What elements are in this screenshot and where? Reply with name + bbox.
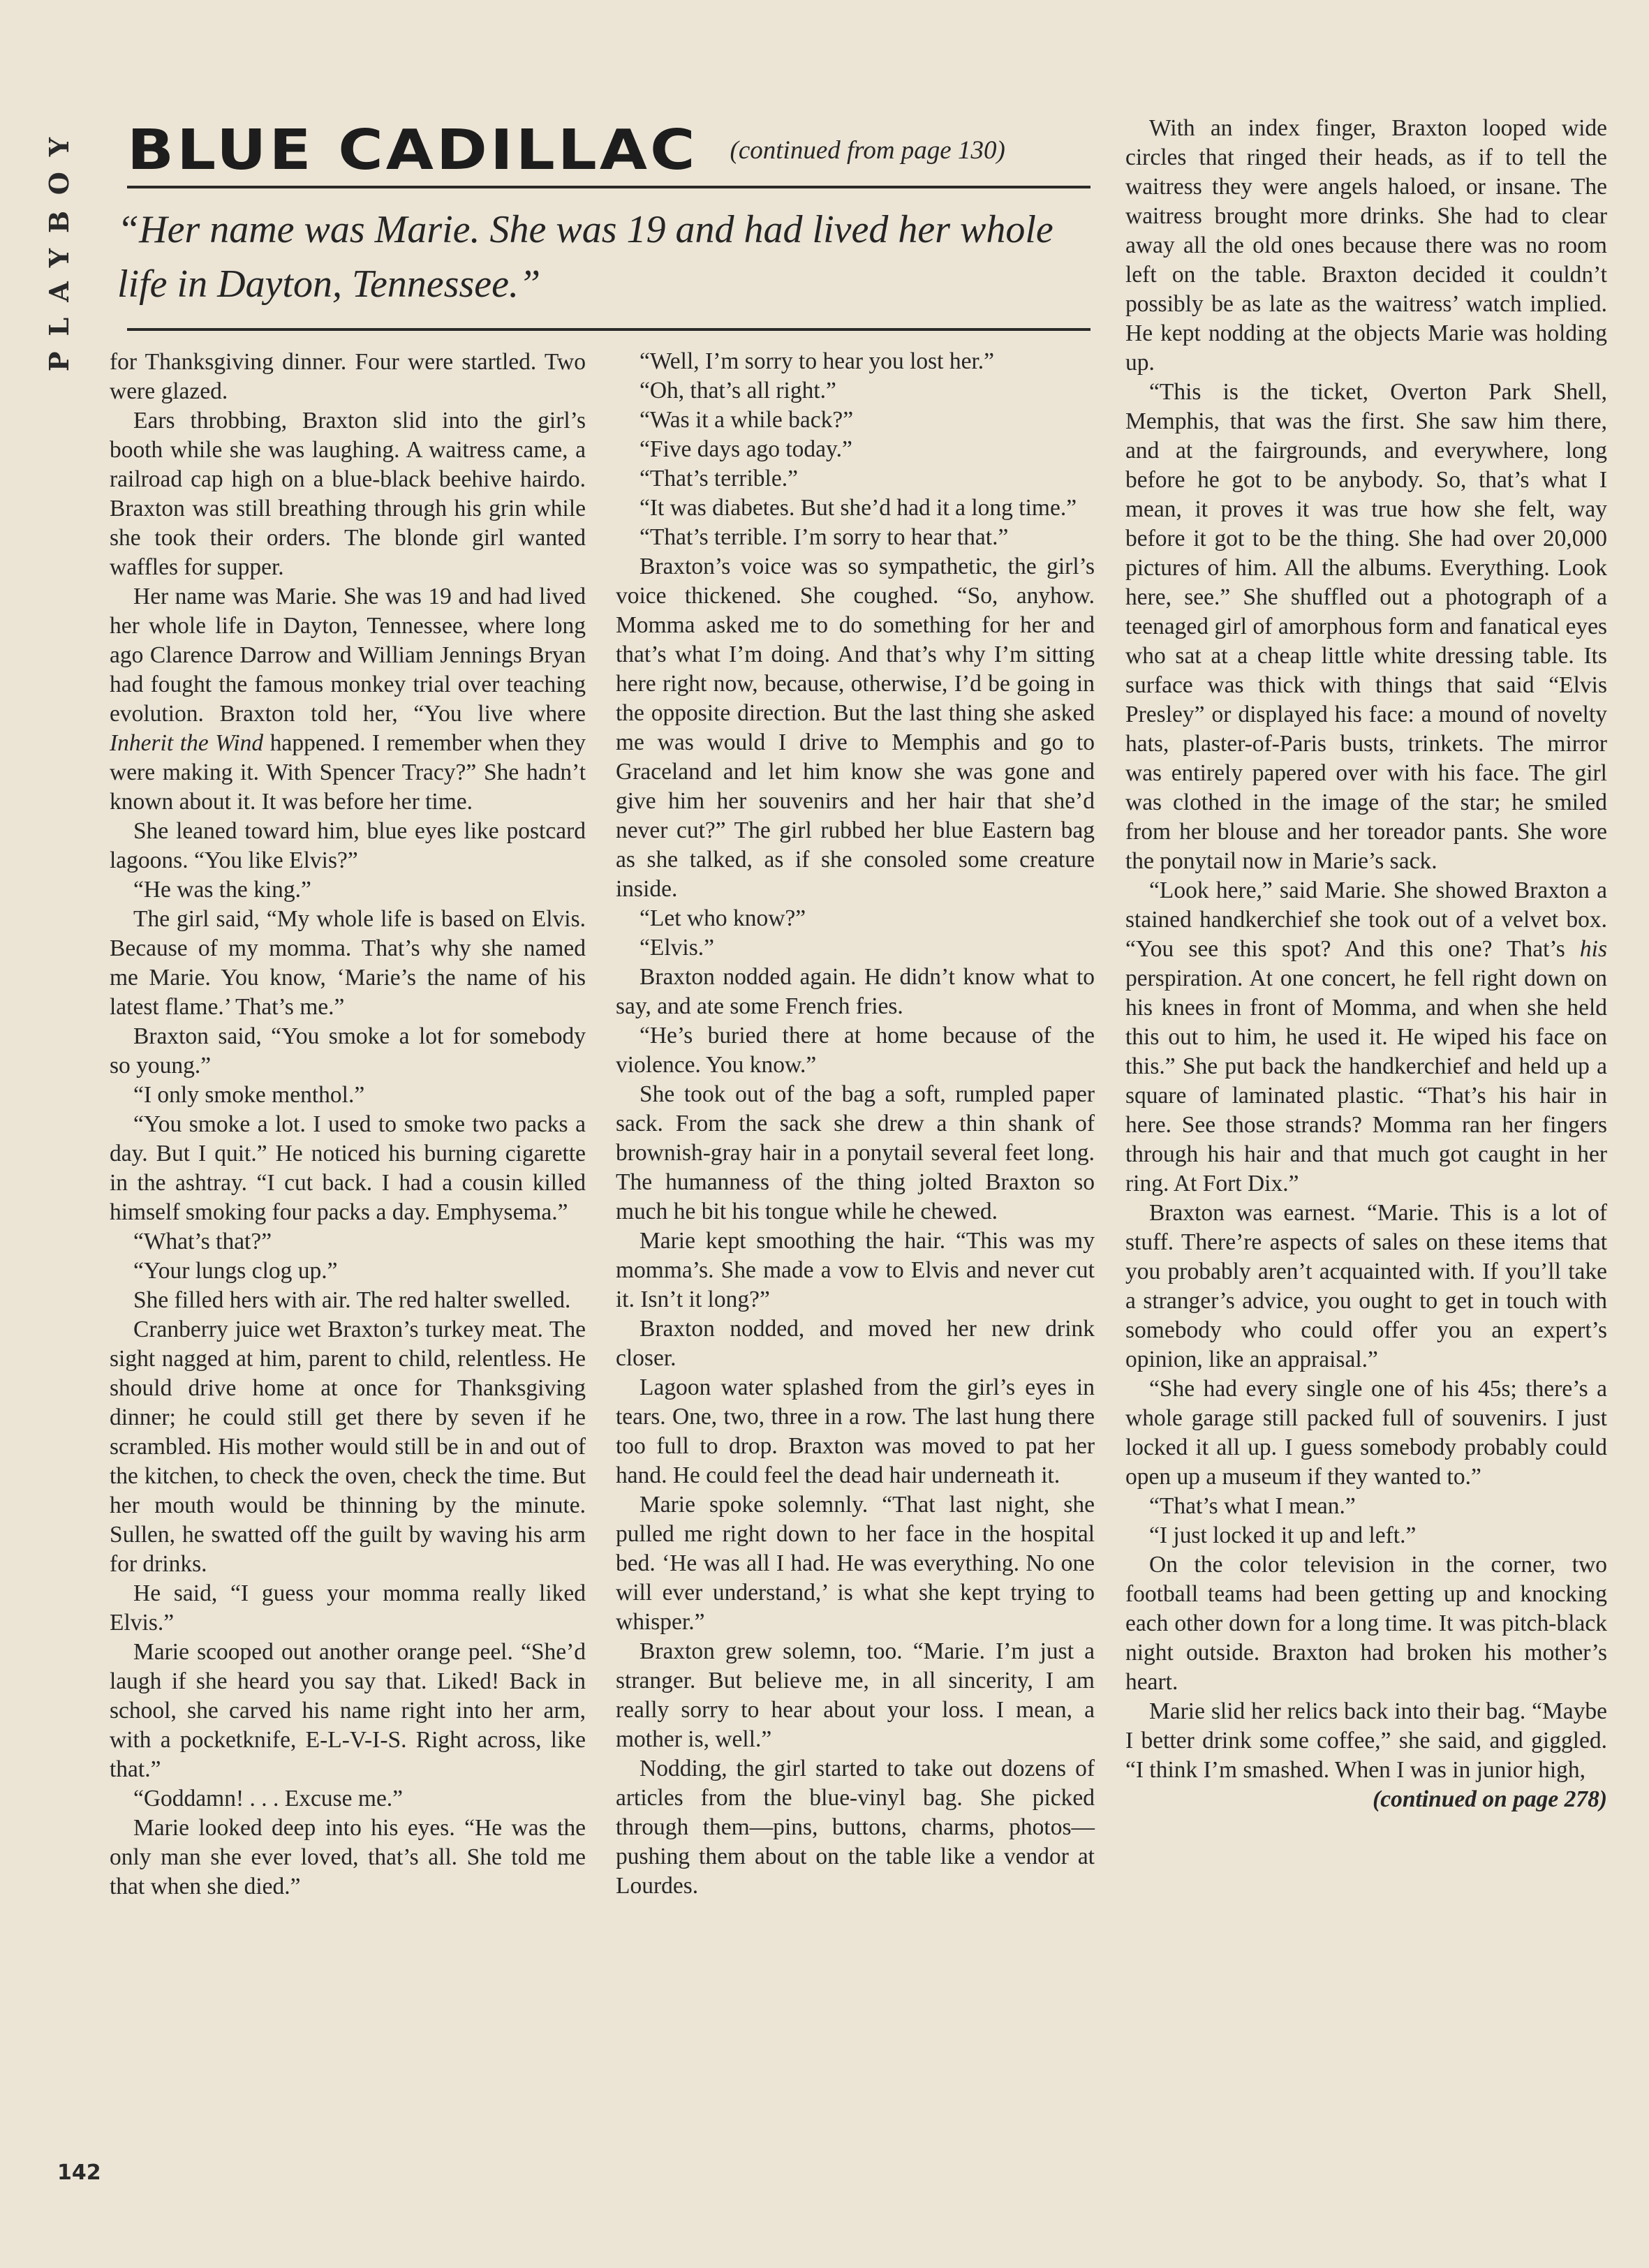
paragraph — [110, 582, 586, 817]
pull-quote: “Her name was Marie. She was 19 and had lived her whole life in Dayton, Tennessee.” — [117, 208, 1053, 306]
paragraph: “She had every single one of his 45s; there’s a whole garage still packed full of souvenirs. I just locked it all up. I guess somebody probably could open up a museum if they wanted to.” — [1125, 1376, 1607, 1490]
paragraph: She leaned toward him, blue eyes like postcard lagoons. “You like Elvis?” — [110, 818, 586, 873]
article-header — [127, 119, 1090, 181]
paragraph: “Oh, that’s all right.” — [639, 378, 836, 403]
paragraph: “I just locked it up and left.” — [1149, 1522, 1417, 1548]
emphasis: his — [1579, 936, 1607, 962]
paragraph: She took out of the bag a soft, rumpled paper sack. From the sack she drew a thin shank of brownish-gray hair in a ponytail several feet long. The humanness of the thing jolted Braxton so much he bit his tongue while he chewed. — [616, 1081, 1095, 1224]
paragraph: for Thanksgiving dinner. Four were startled. Two were glazed. — [110, 349, 586, 404]
paragraph: “That’s what I mean.” — [1149, 1493, 1356, 1519]
paragraph: “Was it a while back?” — [639, 407, 854, 433]
paragraph: Braxton was earnest. “Marie. This is a lot of stuff. There’re aspects of sales on these items that you probably aren’t acquainted with. If you’ll take a stranger’s advice, you ought to get in touch with somebody who could offer you an expert’s opinion, like an appraisal.” — [1125, 1200, 1607, 1372]
paragraph: “Your lungs clog up.” — [133, 1258, 338, 1284]
paragraph: Lagoon water splashed from the girl’s eyes in tears. One, two, three in a row. The last hung there too full to drop. Braxton was moved to pat her hand. He could feel the dead hair underneath it. — [616, 1374, 1095, 1488]
article-column-1 — [110, 348, 586, 1902]
paragraph: The girl said, “My whole life is based on Elvis. Because of my momma. That’s why she named me Marie. You know, ‘Marie’s the name of his latest flame.’ That’s me.” — [110, 906, 586, 1020]
film-title: Inherit the Wind — [110, 730, 264, 756]
paragraph: “What’s that?” — [133, 1229, 272, 1254]
paragraph-text: perspiration. At one concert, he fell right down on his knees in front of Momma, and when she held this out to him, he used it. He wiped his face on this.” She put back the handkerchief and held up a square of laminated plastic. “That’s his hair in here. See those strands? Momma ran her fingers through his hair and that much got caught in her ring. At Fort Dix.” — [1125, 965, 1607, 1196]
paragraph: He said, “I guess your momma really liked Elvis.” — [110, 1580, 586, 1636]
paragraph: Braxton grew solemn, too. “Marie. I’m just a stranger. But believe me, in all sincerity, I am really sorry to hear about your loss. I mean, a mother is, well.” — [616, 1638, 1095, 1752]
paragraph: Marie slid her relics back into their bag. “Maybe I better drink some coffee,” she said, and giggled. “I think I’m smashed. When I was in junior high, — [1125, 1698, 1607, 1783]
paragraph: “Goddamn! . . . Excuse me.” — [133, 1786, 404, 1811]
paragraph: “He’s buried there at home because of the violence. You know.” — [616, 1023, 1095, 1078]
title-rule-top — [127, 186, 1090, 188]
title-rule-bottom — [127, 328, 1090, 331]
article-column-2 — [616, 347, 1095, 1901]
paragraph: “You smoke a lot. I used to smoke two packs a day. But I quit.” He noticed his burning cigarette in the ashtray. “I cut back. I had a cousin killed himself smoking four packs a day. Emphysema.” — [110, 1111, 586, 1225]
paragraph: Ears throbbing, Braxton slid into the girl’s booth while she was laughing. A waitress came, a railroad cap high on a blue-black beehive hairdo. Braxton was still breathing through his grin while she took their orders. The blonde girl wanted waffles for supper. — [110, 408, 586, 580]
paragraph-text: Her name was Marie. She was 19 and had lived her whole life in Dayton, Tennessee, where long ago Clarence Darrow and William Jennings Bryan had fought the famous monkey trial over teaching evolution. Braxton told her, “You live where — [110, 584, 586, 727]
paragraph: Marie looked deep into his eyes. “He was the only man she ever loved, that’s all. She told me that when she died.” — [110, 1815, 586, 1899]
paragraph: Braxton’s voice was so sympathetic, the girl’s voice thickened. She coughed. “So, anyhow. Momma asked me to do something for her and that’s what I’m doing. And that’s why I’m sitting here right now, because, otherwise, I’d be going in the opposite direction. But the last thing she asked me was would I drive to Memphis and go to Graceland and let him know she was gone and give him her souvenirs and her hair that she’d never cut?” The girl rubbed her blue Eastern bag as she talked, as if she consoled some creature inside. — [616, 554, 1095, 902]
paragraph: “That’s terrible. I’m sorry to hear that.” — [639, 524, 1009, 550]
paragraph: On the color television in the corner, two football teams had been getting up and knocking each other down for a long time. It was pitch-black night outside. Braxton had broken his mother’s heart. — [1125, 1552, 1607, 1695]
paragraph: Nodding, the girl started to take out dozens of articles from the blue-vinyl bag. She picked through them—pins, buttons, charms, photos—pushing them about on the table like a vendor at Lourdes. — [616, 1756, 1095, 1899]
paragraph: “This is the ticket, Overton Park Shell, Memphis, that was the first. She saw him there, and at the fairgrounds, and everywhere, long before he got to be anybody. So, that’s what I mean, it proves it was true how she felt, way before it got to be the thing. She had over 20,000 pictures of him. All the albums. Everything. Look here, see.” She shuffled out a photograph of a teenaged girl of amorphous form and fanatical eyes who sat at a cheap little white dressing table. Its surface was thick with things that said “Elvis Presley” or displayed his face: a mound of novelty hats, plaster-of-Paris busts, trinkets. The mirror was entirely papered over with his face. The girl was clothed in the image of the star; he smiled from her blouse and her toreador pants. She wore the ponytail now in Marie’s sack. — [1125, 379, 1607, 874]
paragraph: With an index finger, Braxton looped wide circles that ringed their heads, as if to tell the waitress they were angels haloed, or insane. The waitress brought more drinks. She had to clear away all the old ones because there was no room left on the table. Braxton decided it couldn’t possibly be as late as the waitress’ watch implied. He kept nodding at the objects Marie was holding up. — [1125, 115, 1607, 376]
paragraph: “Five days ago today.” — [639, 436, 852, 462]
paragraph: “Well, I’m sorry to hear you lost her.” — [639, 348, 995, 374]
paragraph: She filled hers with air. The red halter swelled. — [133, 1287, 571, 1313]
paragraph: “I only smoke menthol.” — [133, 1082, 365, 1108]
continued-from-note: (continued from page 130) — [730, 135, 1005, 165]
paragraph: Marie kept smoothing the hair. “This was my momma’s. She made a vow to Elvis and never cut it. Isn’t it long?” — [616, 1228, 1095, 1312]
continued-on-note: (continued on page 278) — [1373, 1786, 1607, 1812]
paragraph: Marie spoke solemnly. “That last night, she pulled me right down to her face in the hospital bed. ‘He was all I had. He was everything. No one will ever understand,’ is what she kept trying to whisper.” — [616, 1492, 1095, 1635]
paragraph-text: “Look here,” said Marie. She showed Braxton a stained handkerchief she took out of a velvet box. “You see this spot? And this one? That’s — [1125, 877, 1607, 962]
paragraph: “That’s terrible.” — [639, 466, 798, 491]
paragraph: Braxton said, “You smoke a lot for somebody so young.” — [110, 1023, 586, 1079]
paragraph: “Let who know?” — [639, 905, 806, 931]
paragraph: Braxton nodded again. He didn’t know what to say, and ate some French fries. — [616, 964, 1095, 1019]
paragraph: “He was the king.” — [133, 877, 311, 903]
paragraph: “Elvis.” — [639, 935, 714, 961]
page-number: 142 — [57, 2160, 101, 2185]
paragraph: Marie scooped out another orange peel. “She’d laugh if she heard you say that. Liked! Back in school, she carved his name right into her arm, with a pocketknife, E-L-V-I-S. Right across, like that.” — [110, 1639, 586, 1782]
paragraph — [1125, 876, 1607, 1199]
magazine-name: PLAYBOY — [43, 122, 75, 372]
paragraph: “It was diabetes. But she’d had it a long time.” — [639, 495, 1077, 521]
paragraph-text: happened. I remember when they were making it. With Spencer Tracy?” She hadn’t known about it. It was before her time. — [110, 730, 586, 815]
paragraph: Cranberry juice wet Braxton’s turkey meat. The sight nagged at him, parent to child, relentless. He should drive home at once for Thanksgiving dinner; he could still get there by seven if he scrambled. His mother would still be in and out of the kitchen, to check the oven, check the time. But her mouth would be thinning by the minute. Sullen, he swatted off the guilt by waving his arm for drinks. — [110, 1317, 586, 1577]
article-title: BLUE CADILLAC — [127, 117, 698, 182]
paragraph: Braxton nodded, and moved her new drink closer. — [616, 1316, 1095, 1371]
article-column-3 — [1125, 114, 1607, 1814]
